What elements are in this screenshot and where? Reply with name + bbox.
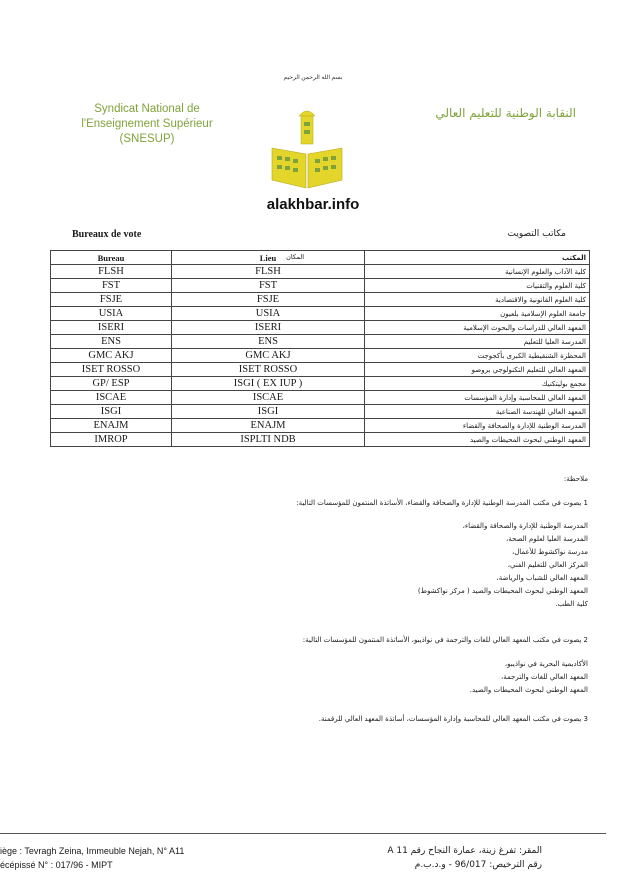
notes-title: ملاحظة: (563, 475, 588, 483)
org-name-fr-line-2: l'Enseignement Supérieur (81, 118, 213, 130)
cell-lieu: USIA (172, 307, 365, 321)
footer-fr-line-2: écépissé N° : 017/96 - MIPT (0, 860, 113, 870)
cell-office-ar: المعهد العالي للتعليم التكنولوجي بروصو (365, 363, 590, 377)
org-name-fr (62, 102, 232, 147)
table-row (51, 405, 590, 419)
cell-lieu: FST (172, 279, 365, 293)
note-2-heading: 2 يصوت في مكتب المعهد العالي للغات والترجمة في نواذيبو، الأساتذة المنتمون للمؤسسات التالية: (302, 636, 588, 644)
cell-office-ar: كلية العلوم والتقنيات (365, 279, 590, 293)
table-row (51, 419, 590, 433)
org-name-fr-line-3: (SNESUP) (119, 133, 175, 145)
cell-bureau: FST (51, 279, 172, 293)
list-item: المعهد الوطني لبحوث المحيطات والصيد. (469, 686, 588, 694)
list-item: المعهد العالي للغات والترجمة، (500, 673, 588, 681)
note-1-heading: 1 يصوت في مكتب المدرسة الوطنية للإدارة والصحافة والقضاء، الأساتذة المنتمون للمؤسسات التالية: (296, 499, 588, 507)
note-3-heading: 3 يصوت في مكتب المعهد العالي للمحاسبة وإدارة المؤسسات، أساتذة المعهد العالي للرقمنة. (318, 715, 588, 723)
cell-bureau: ISET ROSSO (51, 363, 172, 377)
cell-bureau: GMC AKJ (51, 349, 172, 363)
org-name-ar: النقابة الوطنية للتعليم العالي (435, 106, 576, 120)
list-item: المدرسة الوطنية للإدارة والصحافة والقضاء، (462, 522, 588, 530)
cell-lieu: ISCAE (172, 391, 365, 405)
table-header-row (51, 251, 590, 265)
org-name-fr-line-1: Syndicat National de (94, 103, 200, 115)
watermark-text: alakhbar.info (266, 196, 360, 213)
header-lieu (172, 251, 365, 265)
table-row (51, 349, 590, 363)
table-row (51, 321, 590, 335)
section-title-ar: مكاتب التصويت (507, 229, 566, 239)
basmala: بسم الله الرحمن الرحيم (283, 75, 343, 81)
list-item: المعهد العالي للشباب والرياضة، (496, 574, 588, 582)
footer-address-ar (387, 844, 542, 872)
list-item: المدرسة العليا لعلوم الصحة، (506, 535, 588, 543)
cell-lieu: GMC AKJ (172, 349, 365, 363)
list-item: مدرسة نواكشوط للأعمال، (511, 548, 588, 556)
cell-bureau: ENS (51, 335, 172, 349)
table-row (51, 307, 590, 321)
table-row (51, 279, 590, 293)
header-office-ar: المكتب (365, 251, 590, 265)
note-1-list (28, 520, 588, 611)
cell-bureau: USIA (51, 307, 172, 321)
cell-lieu: ENAJM (172, 419, 365, 433)
cell-lieu: FSJE (172, 293, 365, 307)
cell-office-ar: المعهد الوطني لبحوث المحيطات والصيد (365, 433, 590, 447)
table-row (51, 265, 590, 279)
snesup-logo-icon (268, 108, 346, 192)
cell-office-ar: المعهد العالي للمحاسبة وإدارة المؤسسات (365, 391, 590, 405)
note-2-list (28, 658, 588, 697)
cell-lieu: ISPLTI NDB (172, 433, 365, 447)
table-row (51, 293, 590, 307)
cell-bureau: ENAJM (51, 419, 172, 433)
table-row (51, 363, 590, 377)
cell-lieu: ISERI (172, 321, 365, 335)
table-row (51, 391, 590, 405)
cell-lieu: ISGI ( EX IUP ) (172, 377, 365, 391)
cell-office-ar: جامعة العلوم الإسلامية بلعيون (365, 307, 590, 321)
cell-lieu: ISET ROSSO (172, 363, 365, 377)
footer-ar-line-2: رقم الترخيص: 96/017 - و.د.ب.م (414, 860, 542, 870)
section-title-fr: Bureaux de vote (72, 229, 142, 240)
voting-offices-table (50, 250, 590, 447)
table-row (51, 433, 590, 447)
cell-bureau: IMROP (51, 433, 172, 447)
cell-bureau: GP/ ESP (51, 377, 172, 391)
cell-office-ar: مجمع بوليتكنيك (365, 377, 590, 391)
cell-office-ar: المعهد العالي للهندسة الصناعية (365, 405, 590, 419)
cell-office-ar: المعهد العالي للدراسات والبحوث الإسلامية (365, 321, 590, 335)
header-lieu-fr: Lieu (259, 252, 277, 263)
footer-ar-line-1: المقر: تفرغ زينة، عمارة النجاح رقم A 11 (387, 846, 542, 856)
cell-office-ar: كلية العلوم القانونية والاقتصادية (365, 293, 590, 307)
cell-lieu: ENS (172, 335, 365, 349)
list-item: كلية الطب. (555, 600, 588, 608)
cell-lieu: ISGI (172, 405, 365, 419)
list-item: المركز العالي للتعليم الفني، (507, 561, 588, 569)
cell-bureau: ISCAE (51, 391, 172, 405)
footer-address-fr (0, 844, 184, 872)
cell-bureau: FSJE (51, 293, 172, 307)
cell-office-ar: المدرسة الوطنية للإدارة والصحافة والقضاء (365, 419, 590, 433)
table-row (51, 335, 590, 349)
cell-lieu: FLSH (172, 265, 365, 279)
header-lieu-ar: المكان (286, 253, 304, 261)
table-row (51, 377, 590, 391)
cell-bureau: ISGI (51, 405, 172, 419)
header-bureau: Bureau (51, 251, 172, 265)
list-item: المعهد الوطني لبحوث المحيطات والصيد ( مركز نواكشوط) (417, 587, 588, 595)
cell-bureau: FLSH (51, 265, 172, 279)
cell-office-ar: المدرسة العليا للتعليم (365, 335, 590, 349)
list-item: الأكاديمية البحرية في نواذيبو، (504, 660, 588, 668)
footer-divider (0, 833, 606, 834)
cell-office-ar: كلية الآداب والعلوم الإنسانية (365, 265, 590, 279)
cell-office-ar: المحظرة الشنقيطية الكبرى بأكجوجت (365, 349, 590, 363)
footer-fr-line-1: iège : Tevragh Zeina, Immeuble Nejah, N° A11 (0, 846, 185, 856)
cell-bureau: ISERI (51, 321, 172, 335)
